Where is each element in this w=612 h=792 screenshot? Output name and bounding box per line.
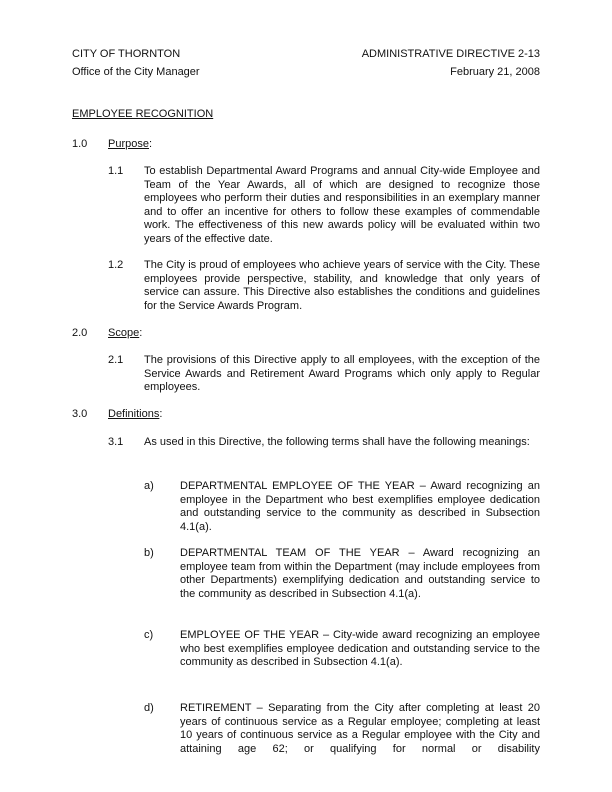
paragraph-number: 1.2 [108,259,124,271]
header-date: February 21, 2008 [450,66,540,78]
header-directive: ADMINISTRATIVE DIRECTIVE 2-13 [361,48,540,60]
document-title: EMPLOYEE RECOGNITION [72,108,214,120]
definition-label: b) [144,547,154,559]
section-number: 2.0 [72,327,88,339]
header-office: Office of the City Manager [72,66,200,78]
section-heading-text: Scope [108,327,140,339]
definition-text: RETIREMENT – Separating from the City after completing at least 20 years of continuous service as a Regular employee; completing at least 10 years of continuous service as a Regular employee with the City and attaining age 62; or qualifying for normal or disability [180,702,540,755]
paragraph-text: The City is proud of employees who achieve years of service with the City. These employees provide perspective, stability, and knowledge that only years of service can assure. This Directive also establishes the conditions and guidelines for the Service Awards Program. [144,259,540,312]
paragraph-number: 3.1 [108,436,124,448]
paragraph-text: As used in this Directive, the following terms shall have the following meanings: [144,436,530,448]
section-heading: Definitions: [108,408,163,420]
section-heading: Purpose: [108,138,153,150]
definition-text: DEPARTMENTAL EMPLOYEE OF THE YEAR – Award recognizing an employee in the Department who best exemplifies employee dedication and outstanding service to the community as described in Subsection 4.1(a). [180,480,540,533]
section-heading-text: Definitions [108,408,160,420]
definition-text: EMPLOYEE OF THE YEAR – City-wide award recognizing an employee who best exemplifies employee dedication and outstanding service to the community as described in Subsection 4.1(a). [180,629,540,668]
header-org: CITY OF THORNTON [72,48,181,60]
definition-label: a) [144,480,154,492]
definition-label: c) [144,629,154,641]
section-heading: Scope: [108,327,143,339]
section-heading-text: Purpose [108,138,149,150]
section-number: 3.0 [72,408,88,420]
definition-label: d) [144,702,154,714]
paragraph-text: To establish Departmental Award Programs and annual City-wide Employee and Team of the Year Awards, all of which are designed to recognize those employees who perform their duties and responsibilities in an exemplary manner and to offer an incentive for others to follow these examples of commendable work. The effectiveness of this new awards policy will be evaluated within two years of the effective date. [144,165,540,245]
paragraph-number: 2.1 [108,354,124,366]
section-number: 1.0 [72,138,88,150]
definition-text: DEPARTMENTAL TEAM OF THE YEAR – Award recognizing an employee team from within the Department (may include employees from other Departments) exemplifying dedication and outstanding service to the community as described in Subsection 4.1(a). [180,547,540,600]
paragraph-number: 1.1 [108,165,124,177]
paragraph-text: The provisions of this Directive apply to all employees, with the exception of the Service Awards and Retirement Award Programs which only apply to Regular employees. [144,354,540,393]
